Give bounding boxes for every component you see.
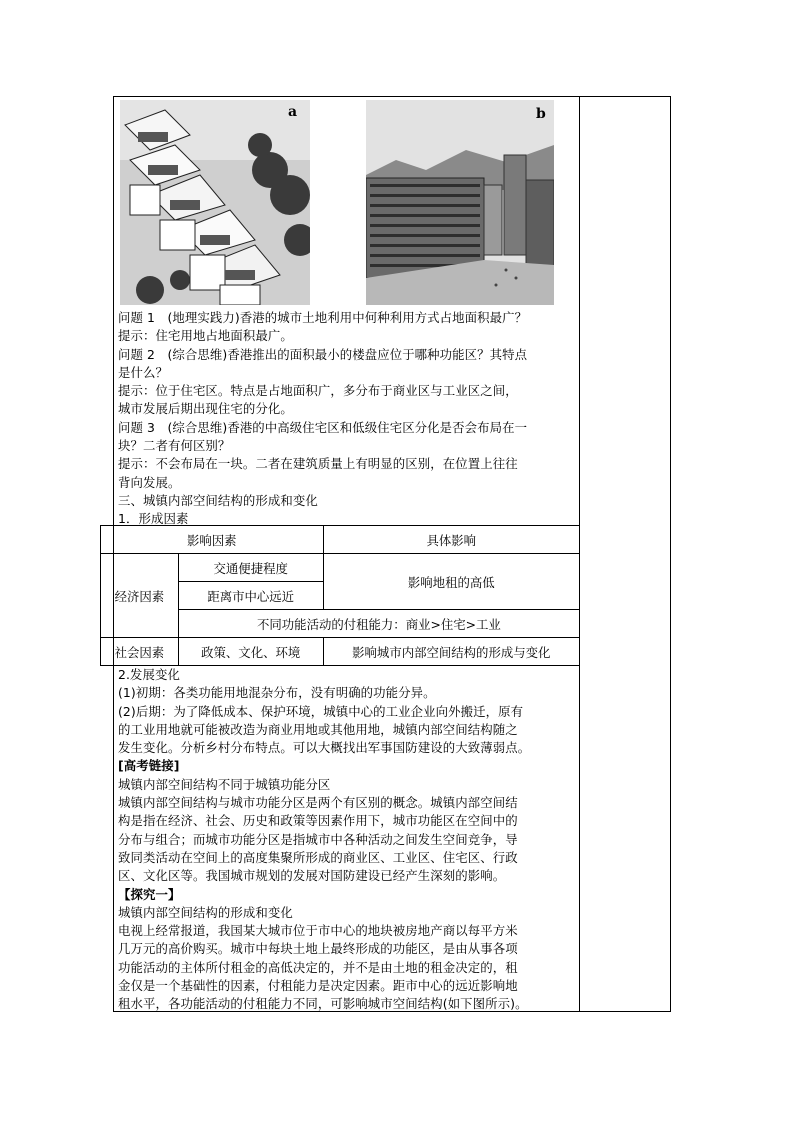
exam-link-para4: 致同类活动在空间上的高度集聚所形成的商业区、工业区、住宅区、行政 (118, 849, 518, 865)
social-factor-label: 社会因素 (101, 638, 179, 666)
question-3-cont: 块？二者有何区别？ (118, 438, 231, 454)
exam-link-heading: [高考链接] (118, 758, 180, 774)
explore-heading: 【探究一】 (118, 886, 181, 902)
econ-distance: 距离市中心远近 (178, 582, 323, 610)
social-policy: 政策、文化、环境 (178, 638, 323, 666)
development-late-cont2: 发生变化。分析乡村分布特点。可以大概找出军事国防建设的大致薄弱点。 (118, 740, 531, 756)
header-factor: 影响因素 (101, 526, 324, 554)
subheading-factors: 1．形成因素 (118, 511, 189, 527)
social-effect: 影响城市内部空间结构的形成与变化 (323, 638, 579, 666)
exam-link-para2: 构是指在经济、社会、历史和政策等因素作用下，城市功能区在空间中的 (118, 813, 518, 829)
photo-label-b: b (536, 106, 546, 122)
question-2: 问题 2 (综合思维)香港推出的面积最小的楼盘应位于哪种功能区？其特点 (118, 346, 528, 362)
explore-para3: 功能活动的主体所付租金的高低决定的，并不是由土地的租金决定的，租 (118, 959, 518, 975)
exam-link-para3: 分布与组合；而城市功能分区是指城市中各种活动之间发生空间竞争，导 (118, 831, 518, 847)
econ-transport: 交通便捷程度 (178, 554, 323, 582)
exam-link-para1: 城镇内部空间结构与城市功能分区是两个有区别的概念。城镇内部空间结 (118, 795, 518, 811)
question-1: 问题 1 (地理实践力)香港的城市土地利用中何种利用方式占地面积最广？ (118, 310, 528, 325)
photo-terraced-housing (120, 100, 310, 305)
explore-title: 城镇内部空间结构的形成和变化 (118, 904, 293, 920)
text-block-development (118, 666, 576, 1014)
econ-effect: 影响地租的高低 (323, 554, 579, 610)
apartment-blocks-image (366, 100, 554, 305)
photo-label-a: a (288, 104, 298, 120)
header-effect: 具体影响 (323, 526, 579, 554)
question-2-cont: 是什么？ (118, 364, 168, 380)
terraced-housing-image (120, 100, 310, 305)
development-late: (2)后期：为了降低成本、保护环境，城镇中心的工业企业向外搬迁，原有 (118, 703, 524, 719)
hint-2: 提示：位于住宅区。特点是占地面积广，多分布于商业区与工业区之间， (118, 383, 518, 399)
development-late-cont1: 的工业用地就可能被改造为商业用地或其他用地，城镇内部空间结构随之 (118, 721, 518, 737)
text-block-questions (118, 309, 576, 529)
explore-para1: 电视上经常报道，我国某大城市位于市中心的地块被房地产商以每平方米 (118, 923, 518, 939)
explore-para4: 金仅是一个基础性的因素，付租能力是决定因素。距市中心的远近影响地 (118, 978, 518, 994)
hint-1: 提示：住宅用地占地面积最广。 (118, 328, 293, 344)
section-heading: 三、城镇内部空间结构的形成和变化 (118, 492, 318, 508)
econ-factor-label: 经济因素 (101, 554, 179, 638)
exam-link-para5: 区、文化区等。我国城市规划的发展对国防建设已经产生深刻的影响。 (118, 868, 506, 884)
photo-apartment-blocks (366, 100, 554, 305)
hint-3: 提示：不会布局在一块。二者在建筑质量上有明显的区别，在位置上往往 (118, 456, 518, 472)
development-early: (1)初期：各类功能用地混杂分布，没有明确的功能分异。 (118, 685, 436, 701)
hint-3-cont: 背向发展。 (118, 474, 181, 490)
development-heading: 2.发展变化 (118, 667, 180, 682)
explore-para2: 几万元的高价购买。城市中每块土地上最终形成的功能区，是由从事各项 (118, 941, 518, 957)
explore-para5: 租水平，各功能活动的付租能力不同，可影响城市空间结构(如下图所示)。 (118, 996, 528, 1012)
question-3: 问题 3 (综合思维)香港的中高级住宅区和低级住宅区分化是否会布局在一 (118, 419, 528, 435)
exam-link-title: 城镇内部空间结构不同于城镇功能分区 (118, 776, 331, 792)
bid-rent-capacity: 不同功能活动的付租能力：商业>住宅>工业 (178, 610, 579, 638)
factors-table (100, 525, 580, 666)
hint-2-cont: 城市发展后期出现住宅的分化。 (118, 401, 293, 417)
